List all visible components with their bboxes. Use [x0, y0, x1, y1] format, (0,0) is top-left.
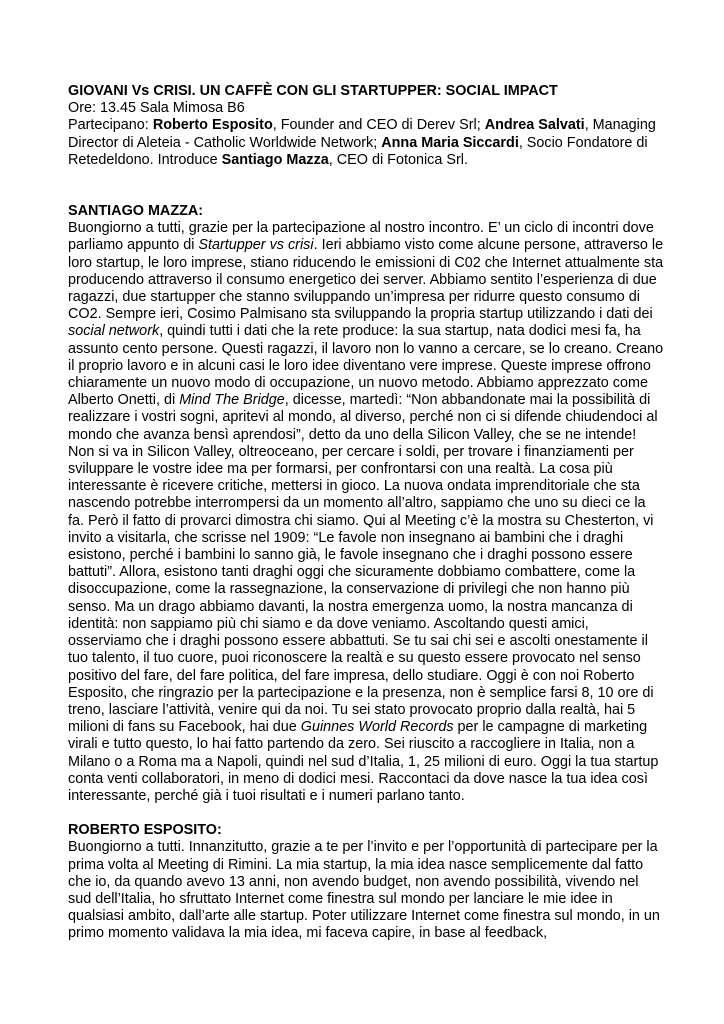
participant-role: , CEO di Fotonica Srl. [328, 151, 468, 168]
speech-paragraph [68, 220, 664, 805]
speech-text: Buongiorno a tutti, grazie per la partecipazione al nostro incontro. E’ un ciclo di incontri dove parliamo appunto di [68, 220, 654, 254]
speech-paragraph [68, 839, 664, 942]
participant-name: Roberto Esposito [152, 117, 273, 134]
spacer [68, 169, 664, 203]
speech-text: , quindi tutti i dati che la rete produce: la sua startup, nata dodici mesi fa, ha assunto cento persone. Questi ragazzi, il lavoro non lo vanno a cercare, se lo creano. Creano il proprio lavoro e in alcuni casi le loro idee diventano vere imprese. Queste imprese offrono chiaramente un nuovo modo di occupazione, un nuovo metodo. Abbiamo apprezzato come Alberto Onetti, di [68, 323, 664, 409]
participants-intro: Partecipano: [68, 117, 153, 134]
participant-role: , Socio Fondatore di Retedeldono. Introduce [68, 134, 648, 168]
speech-text: per le campagne di marketing virali e tutto questo, lo hai fatto partendo da zero. Sei riuscito a raccogliere in Italia, non a Milano o a Roma ma a Napoli, quindi nel sud d’Italia, 1, 25 milioni di euro. Oggi la tua startup conta venti collaboratori, in meno di dodici mesi. Raccontaci da dove nasce la tua idea così interessante, perché già i tuoi risultati e i numeri parlano tanto. [68, 719, 659, 804]
speech-italic: social network [68, 323, 160, 340]
participants-paragraph [68, 117, 664, 169]
speech-text: . Ieri abbiamo visto come alcune persone, attraverso le loro startup, le loro imprese, stiano riducendo le emissioni di C02 che Internet attualmente sta producendo attraverso il consumo energetico dei server. Abbiamo sentito l’esperienza di due ragazzi, due startupper che stanno sviluppando un’impresa per ridurre questo consumo di CO2. Sempre ieri, Cosimo Palmisano sta sviluppando la propria startup utilizzando i dati dei [68, 237, 664, 323]
speaker-heading: SANTIAGO MAZZA: [68, 203, 204, 220]
page-title: GIOVANI Vs CRISI. UN CAFFÈ CON GLI STARTUPPER: SOCIAL IMPACT [68, 83, 558, 99]
speaker-heading: ROBERTO ESPOSITO: [68, 822, 222, 839]
speech-italic: Mind The Bridge [179, 392, 285, 409]
participant-name: Santiago Mazza [221, 151, 329, 168]
speech-text: Buongiorno a tutti. Innanzitutto, grazie a te per l’invito e per l’opportunità di partecipare per la prima volta al Meeting di Rimini. La mia startup, la mia idea nasce semplicemente dal fatto che io, da quando avevo 13 anni, non avendo budget, non avendo possibilità, vivendo nel sud dell’Italia, ho sfruttato Internet come finestra sul mondo per lanciare le mie idee in qualsiasi ambito, dall’arte alle startup. Poter utilizzare Internet come finestra sul mondo, in un primo momento validava la mia idea, mi faceva capire, in base al feedback, [68, 839, 660, 942]
speech-italic: Startupper vs crisi [198, 237, 314, 254]
participant-role: , Managing Director di Aleteia - Catholic Worldwide Network; [68, 117, 656, 151]
speech-italic: Guinnes World Records [300, 719, 454, 736]
participant-name: Anna Maria Siccardi [381, 134, 519, 151]
participant-role: , Founder and CEO di Derev Srl; [272, 117, 485, 134]
participant-name: Andrea Salvati [484, 117, 585, 134]
spacer [68, 805, 664, 822]
speech-text: , dicesse, martedì: “Non abbandonate mai la possibilità di realizzare i vostri sogni, apritevi al mondo, al diverso, perché non ci si difende chiudendoci al mondo che avanza bensì aprendosi”, detto da uno della Silicon Valley, che se ne intende! Non si va in Silicon Valley, oltreoceano, per cercare i soldi, per trovare i finanziamenti per sviluppare le vostre idee ma per formarsi, per confrontarsi con una realtà. La cosa più interessante è ricevere critiche, mettersi in gioco. La nuova ondata imprenditoriale che sta nascendo potrebbe interrompersi da un momento all’altro, sappiamo che uno su dieci ce la fa. Però il fatto di provarci dimostra chi siamo. Qui al Meeting c’è la mostra su Chesterton, vi invito a visitarla, che scrisse nel 1909: “Le favole non insegnano ai bambini che i draghi esistono, perché i bambini lo sanno già, le favole insegnano che i draghi possono essere battuti”. Allora, esistono tanti draghi oggi che sicuramente dobbiamo combattere, come la disoccupazione, come la rassegnazione, la conservazione di privilegi che non hanno più senso. Ma un drago abbiamo davanti, la nostra emergenza uomo, la nostra mancanza di identità: non sappiamo più chi siamo e da dove veniamo. Ascoltando questi amici, osserviamo che i draghi possono essere abbattuti. Se tu sai chi sei e ascolti onestamente il tuo talento, il tuo cuore, puoi riconoscere la realtà e su questo essere provocato nel senso positivo del fare, del fare politica, del fare impresa, dello studiare. Oggi è con noi Roberto Esposito, che ringrazio per la partecipazione e la presenza, non è semplice farsi 8, 10 ore di treno, lasciare l’attività, venire qui da noi. Tu sei stato provocato proprio dalla realtà, hai 5 milioni di fans su Facebook, hai due [68, 392, 658, 736]
event-schedule: Ore: 13.45 Sala Mimosa B6 [68, 100, 245, 117]
